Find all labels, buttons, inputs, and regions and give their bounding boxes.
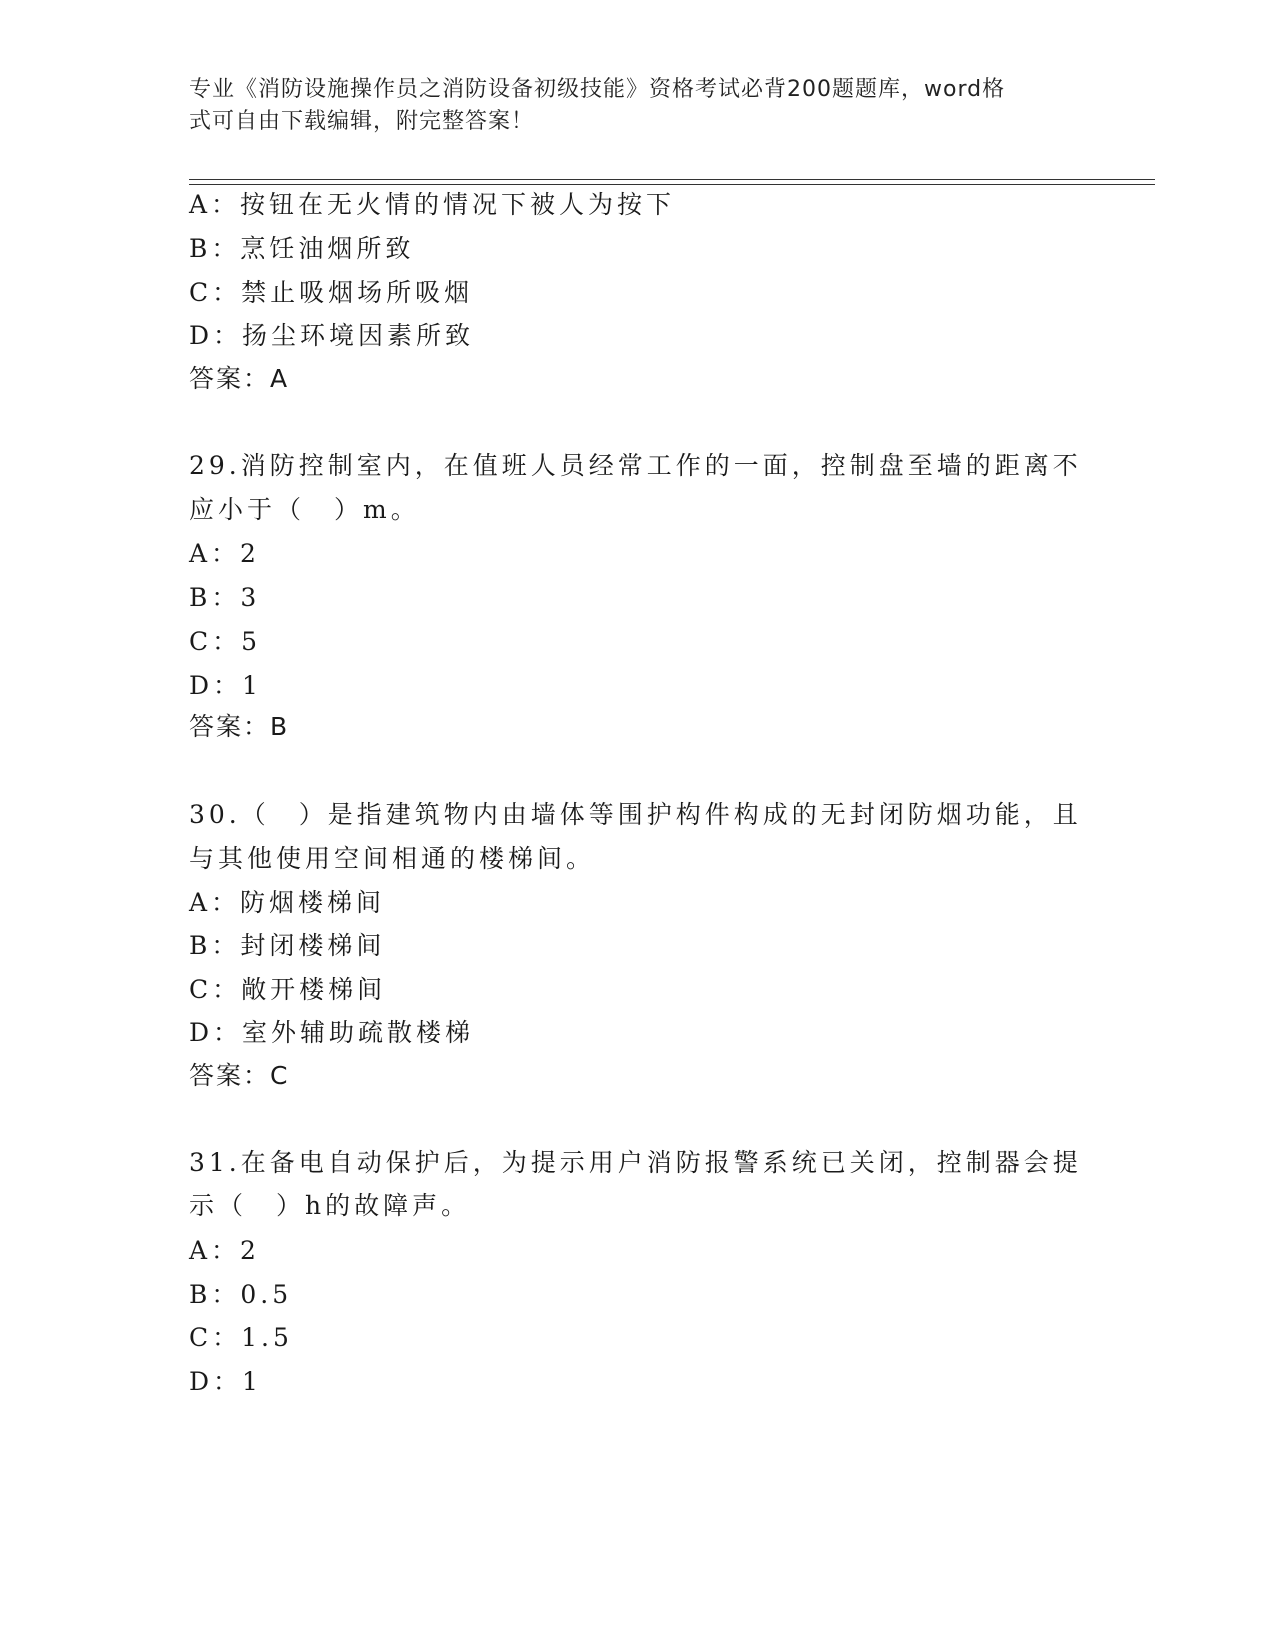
q30-answer: 答案：C <box>189 1061 290 1090</box>
q30-option-a: A：防烟楼梯间 <box>189 888 386 917</box>
q31-stem-line-1: 31.在备电自动保护后，为提示用户消防报警系统已关闭，控制器会提 <box>189 1148 1082 1177</box>
q28-option-d: D：扬尘环境因素所致 <box>189 321 475 350</box>
q30-stem-line-2: 与其他使用空间相通的楼梯间。 <box>189 844 596 873</box>
q30-stem-line-1: 30.（ ）是指建筑物内由墙体等围护构件构成的无封闭防烟功能，且 <box>189 800 1082 829</box>
q28-answer: 答案：A <box>189 364 290 393</box>
q29-option-d: D：1 <box>189 671 262 700</box>
q29-stem-line-1: 29.消防控制室内，在值班人员经常工作的一面，控制盘至墙的距离不 <box>189 451 1082 480</box>
q31-option-d: D：1 <box>189 1367 262 1396</box>
q30-option-b: B：封闭楼梯间 <box>189 931 386 960</box>
q28-option-c: C：禁止吸烟场所吸烟 <box>189 278 474 307</box>
q31-option-c: C：1.5 <box>189 1323 293 1352</box>
header-divider-top <box>189 179 1155 180</box>
header-divider-bottom <box>189 184 1155 185</box>
q29-option-c: C：5 <box>189 627 262 656</box>
q31-option-a: A：2 <box>189 1236 260 1265</box>
q30-option-c: C：敞开楼梯间 <box>189 975 387 1004</box>
q28-option-a: A：按钮在无火情的情况下被人为按下 <box>189 190 676 219</box>
q30-option-d: D：室外辅助疏散楼梯 <box>189 1018 475 1047</box>
header-line-1: 专业《消防设施操作员之消防设备初级技能》资格考试必背200题题库，word格 <box>189 77 1006 102</box>
q29-option-a: A：2 <box>189 539 260 568</box>
q29-answer: 答案：B <box>189 712 290 741</box>
q29-stem-line-2: 应小于（ ）m。 <box>189 495 420 524</box>
q28-option-b: B：烹饪油烟所致 <box>189 234 415 263</box>
header-line-2: 式可自由下载编辑，附完整答案！ <box>189 109 535 134</box>
q31-stem-line-2: 示（ ）h的故障声。 <box>189 1191 471 1220</box>
q31-option-b: B：0.5 <box>189 1280 293 1309</box>
document-header <box>189 74 1069 138</box>
q29-option-b: B：3 <box>189 583 261 612</box>
